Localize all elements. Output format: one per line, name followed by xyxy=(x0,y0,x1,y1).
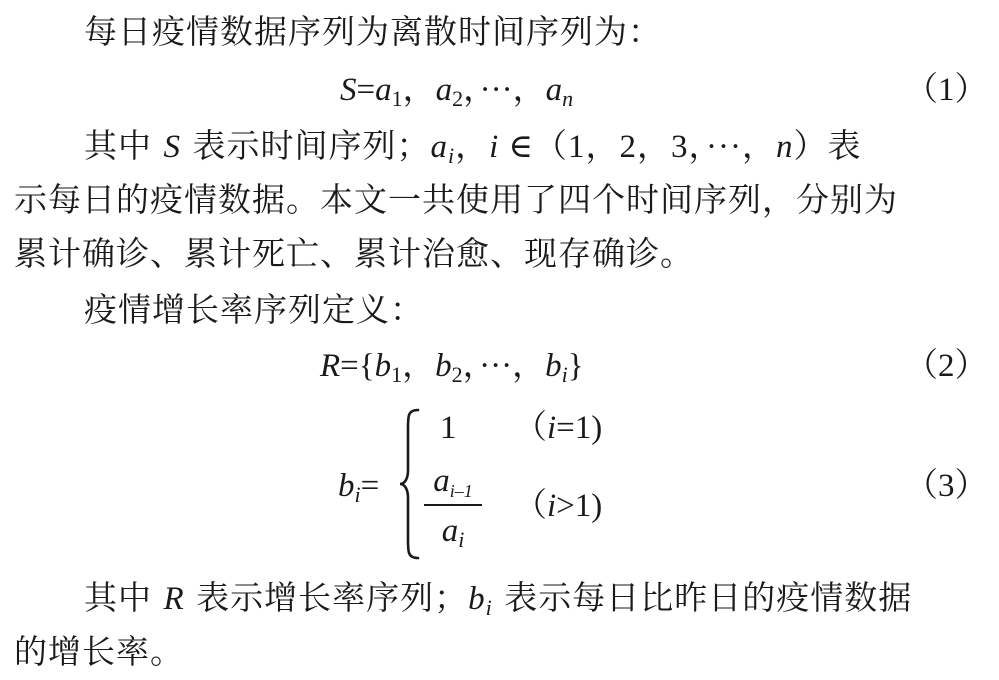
eq3-num-a: a xyxy=(433,463,450,499)
para4-text-c: 表示每日比昨日的疫情数据 xyxy=(504,578,913,617)
equation-1 xyxy=(340,70,573,110)
eq1-equals: = xyxy=(356,72,376,108)
para2-line1 xyxy=(84,126,986,167)
eq1-term2: a xyxy=(435,72,453,108)
eq2-sep3: ， xyxy=(512,348,546,384)
eq3-den-a: a xyxy=(441,513,459,549)
eq2-dots: ··· xyxy=(479,348,513,384)
para2-symbol-a-sub: i xyxy=(448,143,456,168)
eq2-sep1: ， xyxy=(402,348,436,384)
eq3-number: （3） xyxy=(905,468,988,504)
para2-symbol-n: n xyxy=(775,129,794,165)
para1-line1: 每日疫情数据序列为离散时间序列为： xyxy=(84,12,662,51)
eq3-case2-i: i xyxy=(547,488,557,524)
para3-line1: 疫情增长率序列定义： xyxy=(84,290,424,329)
eq3-case2-rest: >1) xyxy=(556,488,603,524)
eq2-sub2: 2 xyxy=(451,362,463,387)
eq2-term1: b xyxy=(374,348,392,384)
eq3-case1-rest: =1) xyxy=(556,410,603,446)
eq1-number: （1） xyxy=(905,72,988,108)
para2-text-a: 其中 xyxy=(84,126,152,165)
para2-symbol-S: S xyxy=(163,129,181,165)
eq3-fraction-bar xyxy=(424,504,482,506)
eq3-case1-i: i xyxy=(547,410,557,446)
para2-symbol-a: a xyxy=(430,129,448,165)
eq2-sub3: i xyxy=(561,362,568,387)
eq3-lhs: b xyxy=(338,468,355,504)
eq3-case1-value: 1 xyxy=(440,410,457,446)
eq2-lhs: R xyxy=(320,348,341,384)
eq1-sep2: ， xyxy=(463,72,480,108)
eq3-case1-condition xyxy=(514,408,602,448)
equation-2 xyxy=(320,346,584,386)
eq2-close-brace: } xyxy=(567,348,584,384)
eq3-case2-open: （ xyxy=(514,488,547,524)
eq1-dots: ··· xyxy=(479,72,513,108)
eq3-denominator xyxy=(420,512,486,550)
eq1-term3: a xyxy=(545,72,563,108)
eq3-den-sub: i xyxy=(458,527,465,552)
eq2-term2: b xyxy=(435,348,452,384)
eq1-sub3: n xyxy=(562,86,574,111)
para4-text-a: 其中 xyxy=(84,578,152,617)
eq2-number: （2） xyxy=(905,348,988,384)
para4-line1 xyxy=(84,578,986,619)
eq2-open-brace: { xyxy=(358,348,375,384)
para2-line2: 示每日的疫情数据。本文一共使用了四个时间序列，分别为 xyxy=(14,180,898,219)
eq2-sub1: 1 xyxy=(391,362,403,387)
para4-symbol-b: b xyxy=(468,581,486,617)
para2-text-d: ∈（1，2，3，···， xyxy=(499,129,776,165)
eq3-case1-open: （ xyxy=(514,410,547,446)
para2-line3: 累计确诊、累计死亡、累计治愈、现存确诊。 xyxy=(14,234,694,273)
para2-symbol-i: i xyxy=(489,129,500,165)
eq2-term3: b xyxy=(545,348,562,384)
para2-text-e: ）表 xyxy=(793,129,862,165)
eq2-equals: = xyxy=(340,348,359,384)
eq1-sep3: ， xyxy=(512,72,546,108)
para2-text-c: ， xyxy=(455,126,490,165)
eq2-sep2: ， xyxy=(462,348,480,384)
eq1-lhs: S xyxy=(340,72,357,108)
para4-symbol-b-sub: i xyxy=(485,595,493,620)
eq3-left-brace xyxy=(398,408,422,560)
eq3-lhs-group xyxy=(338,466,379,506)
eq1-term1: a xyxy=(375,72,392,108)
eq3-case2-condition xyxy=(514,486,602,526)
eq1-sub2: 2 xyxy=(452,86,464,111)
eq3-equals: = xyxy=(360,468,380,504)
eq1-sub1: 1 xyxy=(391,86,403,111)
para4-line2: 的增长率。 xyxy=(14,632,184,671)
para4-text-b: 表示增长率序列； xyxy=(196,578,469,617)
eq3-num-sub: i–1 xyxy=(449,481,473,501)
eq3-numerator xyxy=(420,462,486,500)
eq1-sep1: ， xyxy=(402,72,436,108)
eq3-fraction xyxy=(420,462,486,550)
eq3-lhs-sub: i xyxy=(354,482,361,507)
para4-symbol-R: R xyxy=(163,581,185,617)
para2-text-b: 表示时间序列； xyxy=(192,126,431,165)
